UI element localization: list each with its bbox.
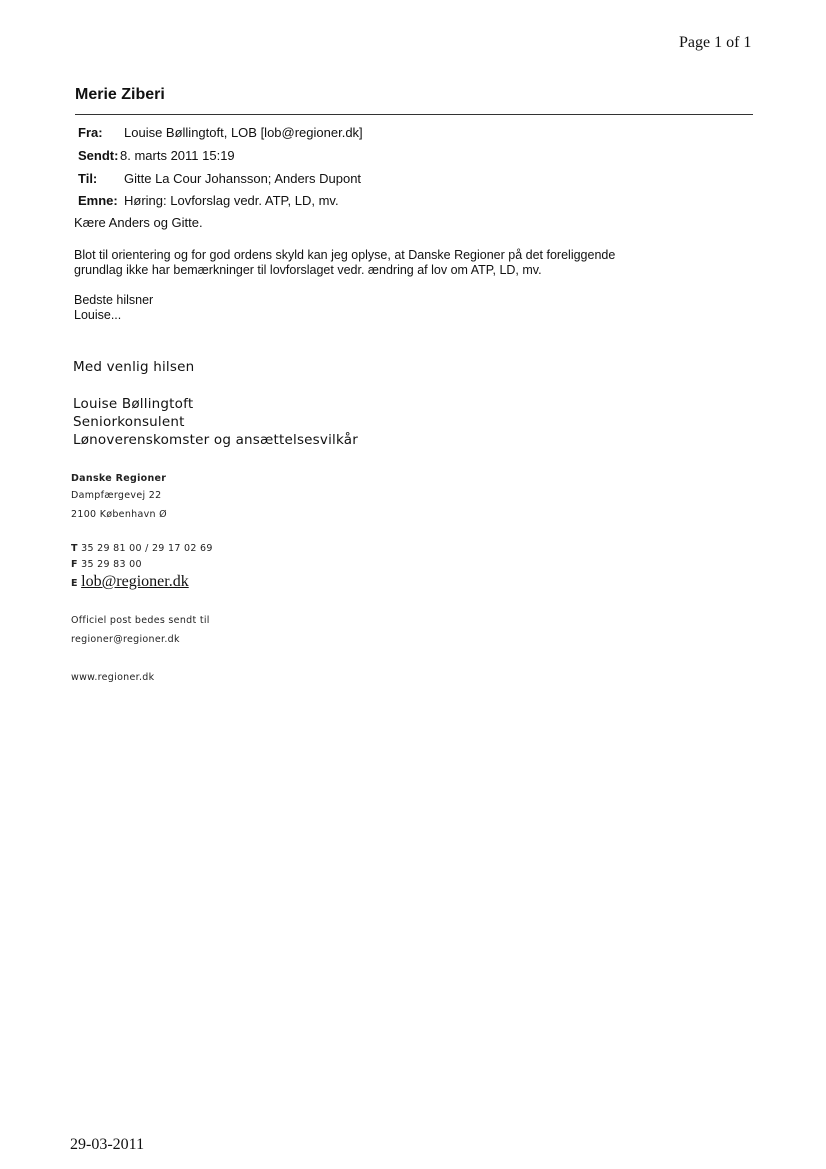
to-label: Til: <box>78 171 98 186</box>
fax-value: 35 29 83 00 <box>81 559 142 570</box>
print-date: 29-03-2011 <box>70 1136 145 1153</box>
from-value: Louise Bøllingtoft, LOB [lob@regioner.dk] <box>124 125 363 140</box>
org-name: Danske Regioner <box>71 473 167 484</box>
email-line <box>71 573 189 592</box>
page-number: Page 1 of 1 <box>679 34 752 51</box>
subject-row <box>78 193 339 208</box>
phone-value: 35 29 81 00 / 29 17 02 69 <box>81 543 213 554</box>
greeting: Kære Anders og Gitte. <box>74 215 203 230</box>
body-paragraph-line-2: grundlag ikke har bemærkninger til lovforslaget vedr. ændring af lov om ATP, LD, mv. <box>74 263 542 277</box>
from-row <box>78 125 363 140</box>
org-street: Dampfærgevej 22 <box>71 490 162 501</box>
official-post-line-1: Officiel post bedes sendt til <box>71 615 210 626</box>
website-link[interactable]: www.regioner.dk <box>71 672 155 683</box>
email-label: E <box>71 578 78 589</box>
sent-value: 8. marts 2011 15:19 <box>120 148 235 163</box>
to-row <box>78 171 362 186</box>
mailbox-owner-name: Merie Ziberi <box>75 86 165 103</box>
to-value: Gitte La Cour Johansson; Anders Dupont <box>124 171 362 186</box>
closing-line-2: Louise... <box>74 308 122 322</box>
subject-value: Høring: Lovforslag vedr. ATP, LD, mv. <box>124 193 339 208</box>
body-paragraph-line-1: Blot til orientering og for god ordens skyld kan jeg oplyse, at Danske Regioner på det foreliggende <box>74 248 616 262</box>
subject-label: Emne: <box>78 193 118 208</box>
sent-label: Sendt: <box>78 148 119 163</box>
official-post-line-2: regioner@regioner.dk <box>71 634 180 645</box>
fax-line <box>71 556 142 573</box>
fax-label: F <box>71 559 78 570</box>
signature-salutation: Med venlig hilsen <box>73 359 195 375</box>
signature-department: Lønoverenskomster og ansættelsesvilkår <box>73 432 359 448</box>
org-city: 2100 København Ø <box>71 509 167 520</box>
email-link[interactable]: lob@regioner.dk <box>81 573 189 590</box>
sent-row <box>78 148 235 163</box>
from-label: Fra: <box>78 125 103 140</box>
phone-label: T <box>71 543 78 554</box>
phone-line <box>71 540 213 557</box>
header-divider <box>75 114 753 115</box>
signature-name: Louise Bøllingtoft <box>73 396 194 412</box>
signature-title: Seniorkonsulent <box>73 414 185 430</box>
closing-line-1: Bedste hilsner <box>74 293 154 307</box>
